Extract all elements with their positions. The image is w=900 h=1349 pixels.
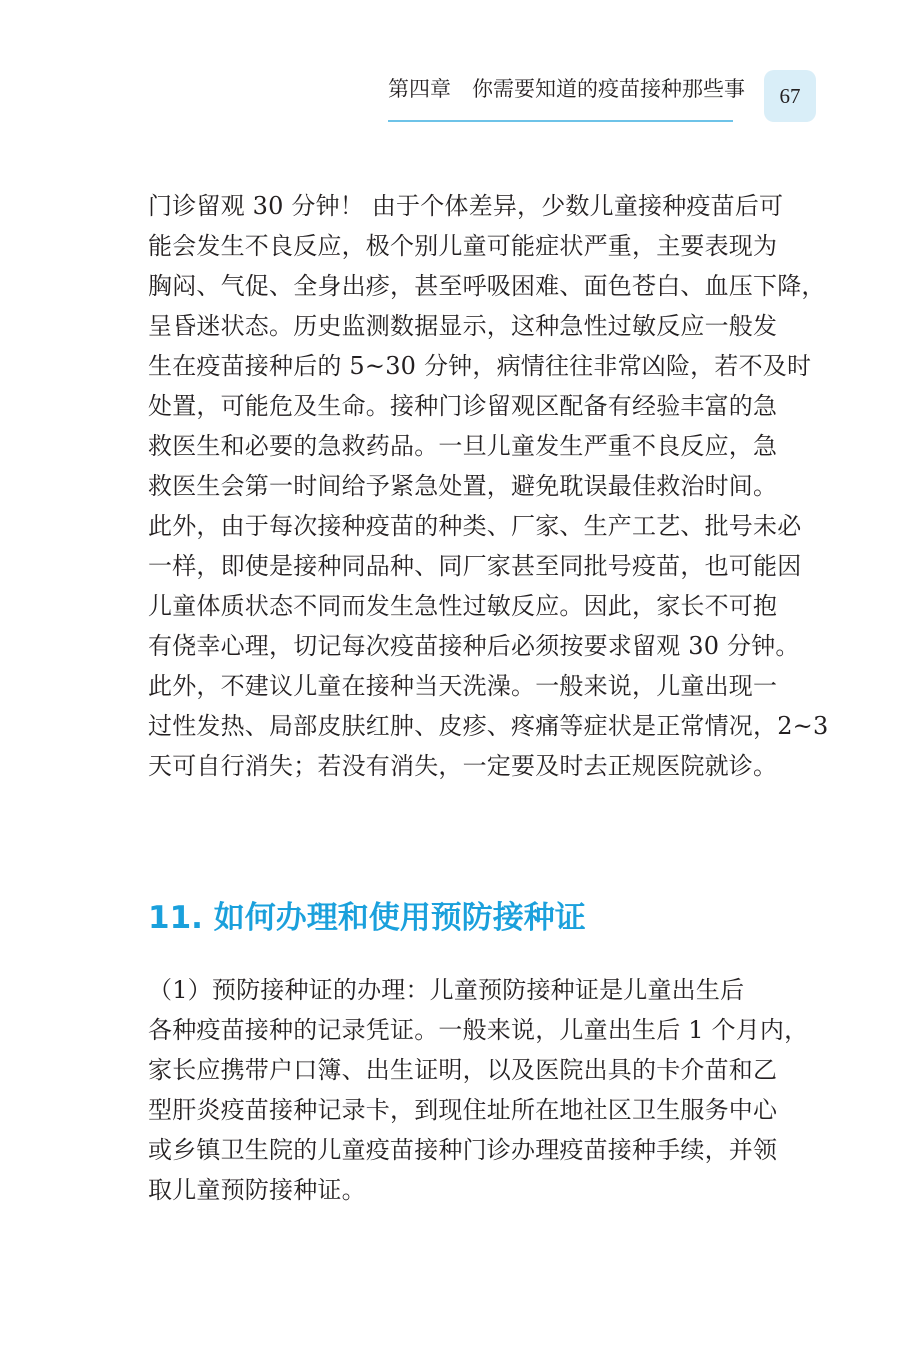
body-line: 救医生和必要的急救药品。一旦儿童发生严重不良反应，急 xyxy=(148,432,778,460)
section-line: 各种疫苗接种的记录凭证。一般来说，儿童出生后 1 个月内， xyxy=(148,1016,809,1044)
body-line: 一样，即使是接种同品种、同厂家甚至同批号疫苗，也可能因 xyxy=(148,552,802,580)
body-line: 能会发生不良反应，极个别儿童可能症状严重，主要表现为 xyxy=(148,232,778,260)
section-line: 或乡镇卫生院的儿童疫苗接种门诊办理疫苗接种手续，并领 xyxy=(148,1136,778,1164)
body-line: 过性发热、局部皮肤红肿、皮疹、疼痛等症状是正常情况，2~3 xyxy=(148,712,829,740)
body-line: 有侥幸心理，切记每次疫苗接种后必须按要求留观 30 分钟。 xyxy=(148,632,800,660)
body-paragraph xyxy=(148,186,829,786)
body-line: 此外，由于每次接种疫苗的种类、厂家、生产工艺、批号未必 xyxy=(148,512,802,540)
running-header-title: 第四章 你需要知道的疫苗接种那些事 xyxy=(388,77,745,101)
header-rule xyxy=(388,120,733,122)
section-heading: 11. 如何办理和使用预防接种证 xyxy=(148,900,586,936)
body-line: 胸闷、气促、全身出疹，甚至呼吸困难、面色苍白、血压下降， xyxy=(148,272,826,300)
body-line: 天可自行消失；若没有消失，一定要及时去正规医院就诊。 xyxy=(148,752,778,780)
body-line: 此外，不建议儿童在接种当天洗澡。一般来说，儿童出现一 xyxy=(148,672,778,700)
section-line: 取儿童预防接种证。 xyxy=(148,1176,366,1204)
page-number-badge: 67 xyxy=(764,70,816,122)
section-line: 型肝炎疫苗接种记录卡，到现住址所在地社区卫生服务中心 xyxy=(148,1096,778,1124)
body-line: 救医生会第一时间给予紧急处置，避免耽误最佳救治时间。 xyxy=(148,472,778,500)
body-line: 生在疫苗接种后的 5~30 分钟，病情往往非常凶险，若不及时 xyxy=(148,352,812,380)
body-line: 门诊留观 30 分钟！ 由于个体差异，少数儿童接种疫苗后可 xyxy=(148,192,784,220)
section-line: 家长应携带户口簿、出生证明，以及医院出具的卡介苗和乙 xyxy=(148,1056,778,1084)
section-line: （1）预防接种证的办理：儿童预防接种证是儿童出生后 xyxy=(148,976,745,1004)
body-line: 呈昏迷状态。历史监测数据显示，这种急性过敏反应一般发 xyxy=(148,312,778,340)
body-line: 处置，可能危及生命。接种门诊留观区配备有经验丰富的急 xyxy=(148,392,778,420)
section-paragraph xyxy=(148,970,809,1210)
body-line: 儿童体质状态不同而发生急性过敏反应。因此，家长不可抱 xyxy=(148,592,778,620)
